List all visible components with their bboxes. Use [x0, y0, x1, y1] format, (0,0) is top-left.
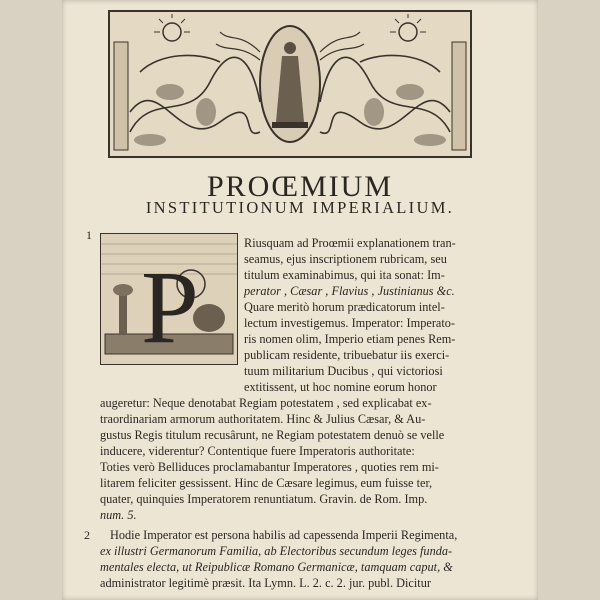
text-line: perator , Cæsar , Flavius , Justinianus &c.	[244, 284, 455, 298]
text-line: ris nomen olim, Imperio etiam penes Rem-	[244, 332, 456, 346]
text-line: quater, quinquies Imperatorem renuntiatum. Gravin. de Rom. Imp.	[100, 492, 428, 506]
text-line: Hodie Imperator est persona habilis ad capessenda Imperii Regimenta,	[110, 528, 458, 542]
text-line: traordinariam armorum authoritatem. Hinc & Julius Cæsar, & Au-	[100, 412, 426, 426]
text-line: publicam residente, tribuebatur iis exerci-	[244, 348, 450, 362]
margin-number: 1	[86, 228, 92, 242]
text-line: mentales electa, ut Reipublicæ Romano Germanicæ, tamquam caput, &	[100, 560, 453, 574]
text-line: tuum militarium Ducibus , qui victoriosi	[244, 364, 443, 378]
ornamental-headpiece	[108, 10, 472, 158]
text-line: lectum investigemus. Imperator: Imperato-	[244, 316, 456, 330]
page-title: PROŒMIUM	[206, 170, 394, 203]
text-line: num. 5.	[100, 508, 137, 522]
margin-number: 2	[84, 528, 90, 542]
page-subtitle: INSTITUTIONUM IMPERIALIUM.	[145, 198, 455, 217]
text-line: Riusquam ad Proœmii explanationem tran-	[244, 236, 456, 250]
text-line: inducere, viderentur? Contentique fuere Imperatoris authoritate:	[100, 444, 415, 458]
headpiece-engraving	[110, 12, 470, 156]
text-line: titulum examinabimus, qui ita sonat: Im-	[244, 268, 445, 282]
decorated-initial	[100, 233, 238, 365]
text-line: seamus, ejus inscriptionem rubricam, seu	[244, 252, 447, 266]
text-line: gustus Regis titulum recusârunt, ne Regiam potestatem denuò se velle	[100, 428, 445, 442]
text-line: litarem feliciter gessissent. Hinc de Cæsare legimus, eum fuisse ter,	[100, 476, 433, 490]
text-line: administrator legitimè præsit. Ita Lymn. L. 2. c. 2. jur. publ. Dicitur	[100, 576, 431, 590]
initial-engraving	[101, 234, 237, 364]
text-line: Toties verò Belliduces proclamabantur Imperatores , quoties rem mi-	[100, 460, 439, 474]
text-line: ex illustri Germanorum Familia, ab Electoribus secundum leges funda-	[100, 544, 453, 558]
initial-letter: P	[141, 250, 199, 364]
text-line: augeretur: Neque denotabat Regiam potestatem , sed explicabat ex-	[100, 396, 432, 410]
text-line: extitissent, ut hoc nomine eorum honor	[244, 380, 437, 394]
book-page	[62, 0, 538, 600]
text-line: Quare meritò horum prædicatorum intel-	[244, 300, 445, 314]
